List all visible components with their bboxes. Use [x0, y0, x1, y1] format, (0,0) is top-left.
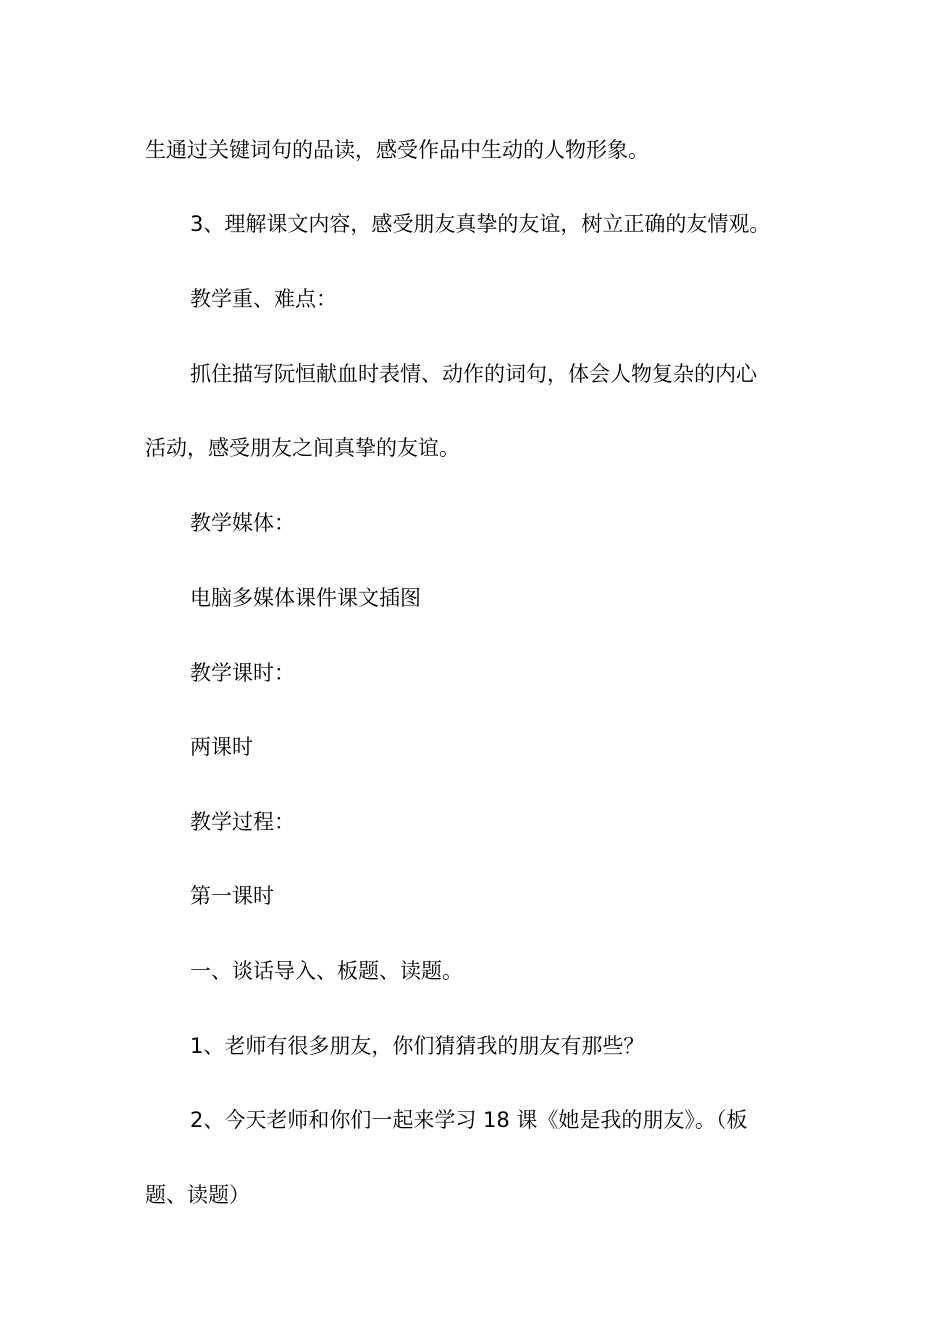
- section-heading: 教学重、难点：: [190, 287, 337, 311]
- section-heading: 教学媒体：: [190, 511, 295, 535]
- paragraph-line: 抓住描写阮恒献血时表情、动作的词句，体会人物复杂的内心: [190, 362, 757, 386]
- paragraph-line: 生通过关键词句的品读，感受作品中生动的人物形象。: [145, 138, 649, 162]
- paragraph-line: 第一课时: [190, 884, 274, 908]
- paragraph-line: 一、谈话导入、板题、读题。: [190, 959, 463, 983]
- paragraph-line: 两课时: [190, 735, 253, 759]
- paragraph-line: 2、今天老师和你们一起来学习 18 课《她是我的朋友》。（板: [190, 1108, 748, 1132]
- paragraph-line: 活动，感受朋友之间真挚的友谊。: [145, 436, 460, 460]
- paragraph-line: 题、读题）: [145, 1183, 250, 1207]
- paragraph-line: 电脑多媒体课件课文插图: [190, 586, 421, 610]
- section-heading: 教学课时：: [190, 661, 295, 685]
- section-heading: 教学过程：: [190, 810, 295, 834]
- paragraph-line: 3、理解课文内容，感受朋友真挚的友谊，树立正确的友情观。: [190, 212, 771, 236]
- paragraph-line: 1、老师有很多朋友，你们猜猜我的朋友有那些？: [190, 1034, 645, 1058]
